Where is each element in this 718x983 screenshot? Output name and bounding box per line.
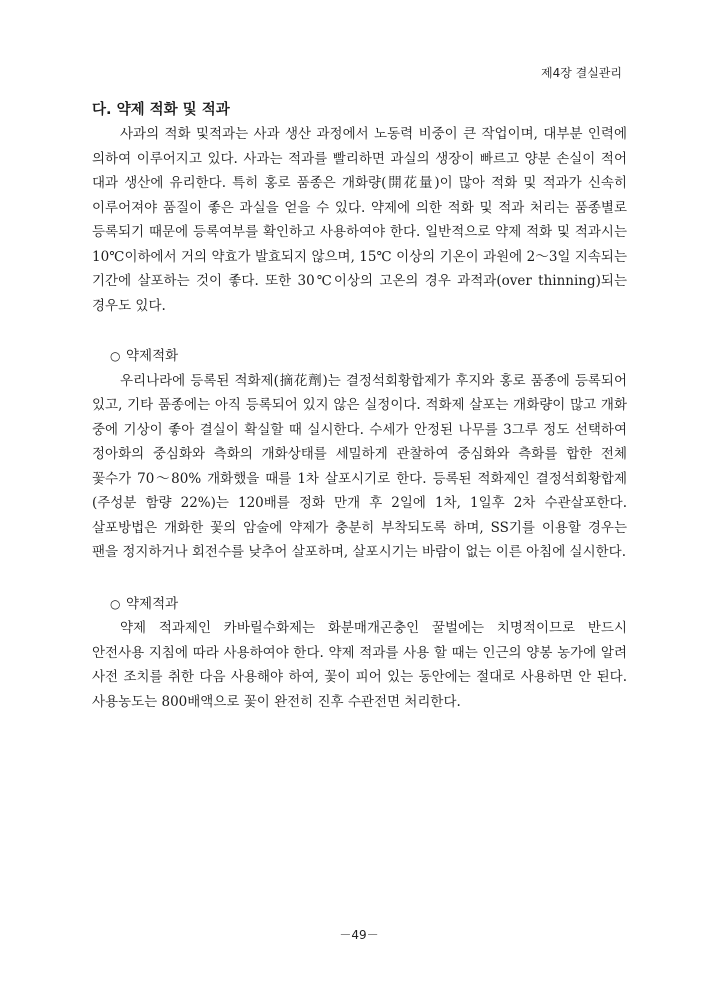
subsection-heading [92,344,627,369]
subsection-title: 약제적화 [126,348,179,364]
section-heading: 다. 약제 적화 및 적과 [92,102,230,118]
subsection-fruit-thinning [92,592,627,715]
circle-bullet-icon: ○ [110,349,121,363]
page-content [92,98,627,714]
page-number: －49－ [339,928,379,942]
intro-paragraph: 사과의 적화 및적과는 사과 생산 과정에서 노동력 비중이 큰 작업이며, 대부분 인력에 의하여 이루어지고 있다. 사과는 적과를 빨리하면 과실의 생장이 빠르고 양분 손실이 적어 대과 생산에 유리한다. 특히 홍로 품종은 개화량(開花量)이 많아 적화 및 적과가 신속히 이루어져야 품질이 좋은 과실을 얻을 수 있다. 약제에 의한 적화 및 적과 처리는 품종별로 등록되기 때문에 등록여부를 확인하고 사용하여야 한다. 일반적으로 약제 적화 및 적과시는 10℃이하에서 거의 약효가 발효되지 않으며, 15℃ 이상의 기온이 과원에 2～3일 지속되는 기간에 살포하는 것이 좋다. 또한 30℃이상의 고온의 경우 과적과(over thinning)되는 경우도 있다. [92,126,627,314]
subsection-flower-thinning [92,344,627,565]
chapter-header: 제4장 결실관리 [540,66,622,80]
subsection-heading [92,592,627,617]
subsection-paragraph: 우리나라에 등록된 적화제(摘花劑)는 결정석회황합제가 후지와 홍로 품종에 등록되어 있고, 기타 품종에는 아직 등록되어 있지 않은 실정이다. 적화제 살포는 개화량이 많고 개화 중에 기상이 좋아 결실이 확실할 때 실시한다. 수세가 안정된 나무를 3그루 정도 선택하여 정아화의 중심화와 측화의 개화상태를 세밀하게 관찰하여 중심화와 측화를 합한 전체 꽃수가 70～80% 개화했을 때를 1차 살포시기로 한다. 등록된 적화제인 결정석회황합제(주성분 함량 22%)는 120배를 정화 만개 후 2일에 1차, 1일후 2차 수관살포한다. 살포방법은 개화한 꽃의 암술에 약제가 충분히 부착되도록 하며, SS기를 이용할 경우는 팬을 정지하거나 회전수를 낮추어 살포하며, 살포시기는 바람이 없는 이른 아침에 실시한다. [92,372,627,560]
circle-bullet-icon: ○ [110,596,121,611]
subsection-title: 약제적과 [126,595,179,612]
subsection-paragraph: 약제 적과제인 카바릴수화제는 화분매개곤충인 꿀벌에는 치명적이므로 반드시 안전사용 지침에 따라 사용하여야 한다. 약제 적과를 사용 할 때는 인근의 양봉 농가에 알려 사전 조치를 취한 다음 사용해야 하여, 꽃이 피어 있는 동안에는 절대로 사용하면 안 된다. 사용농도는 800배액으로 꽃이 완전히 진후 수관전면 처리한다. [92,620,627,710]
